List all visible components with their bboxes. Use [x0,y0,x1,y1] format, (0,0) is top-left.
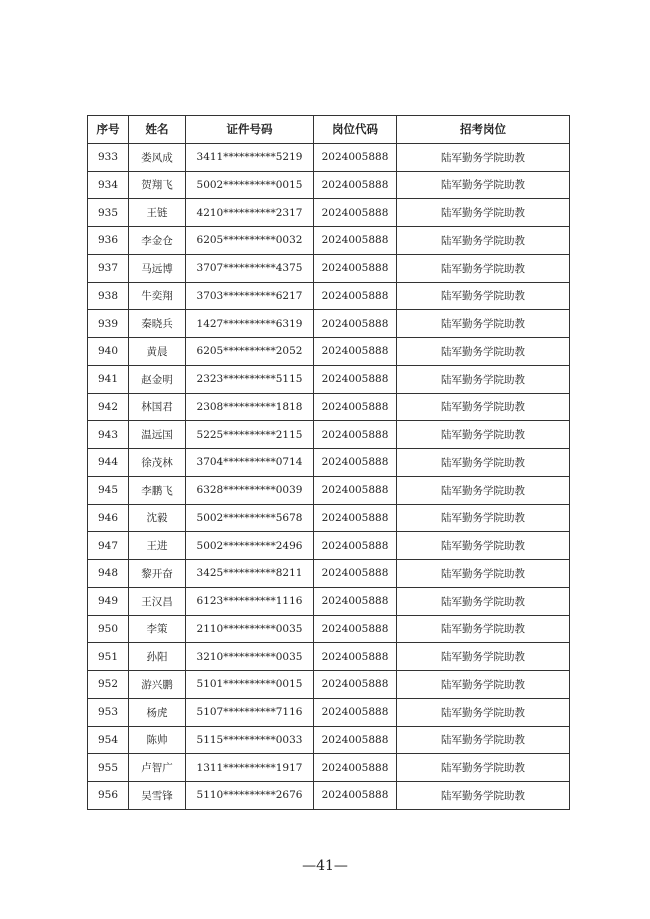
cell-post-code: 2024005888 [314,282,397,310]
page-number: —41— [302,858,348,874]
cell-post: 陆军勤务学院助教 [397,171,570,199]
cell-post: 陆军勤务学院助教 [397,393,570,421]
cell-post: 陆军勤务学院助教 [397,282,570,310]
cell-seq: 948 [88,560,129,588]
cell-post-code: 2024005888 [314,782,397,810]
header-seq: 序号 [88,116,129,144]
cell-seq: 952 [88,671,129,699]
cell-seq: 945 [88,476,129,504]
table-row [88,365,570,393]
cell-id-number: 3703**********6217 [186,282,314,310]
table-row [88,698,570,726]
table-row [88,504,570,532]
header-post: 招考岗位 [397,116,570,144]
cell-id-number: 6123**********1116 [186,587,314,615]
cell-id-number: 3704**********0714 [186,449,314,477]
cell-post-code: 2024005888 [314,615,397,643]
cell-seq: 939 [88,310,129,338]
cell-seq: 935 [88,199,129,227]
cell-id-number: 1427**********6319 [186,310,314,338]
table-row [88,254,570,282]
cell-seq: 953 [88,698,129,726]
cell-post: 陆军勤务学院助教 [397,199,570,227]
cell-name: 卢智广 [129,754,186,782]
cell-id-number: 5110**********2676 [186,782,314,810]
cell-post: 陆军勤务学院助教 [397,338,570,366]
cell-id-number: 5115**********0033 [186,726,314,754]
cell-seq: 933 [88,143,129,171]
cell-post: 陆军勤务学院助教 [397,587,570,615]
header-name: 姓名 [129,116,186,144]
header-id-number: 证件号码 [186,116,314,144]
cell-name: 孙阳 [129,643,186,671]
table-row [88,449,570,477]
cell-name: 秦晓兵 [129,310,186,338]
roster-table [87,115,570,810]
cell-name: 王汉昌 [129,587,186,615]
cell-name: 黎开奋 [129,560,186,588]
cell-post-code: 2024005888 [314,504,397,532]
cell-id-number: 5002**********0015 [186,171,314,199]
cell-seq: 934 [88,171,129,199]
table-row [88,310,570,338]
cell-seq: 950 [88,615,129,643]
cell-name: 贺翔飞 [129,171,186,199]
cell-seq: 936 [88,227,129,255]
cell-name: 牛奕翔 [129,282,186,310]
cell-name: 沈毅 [129,504,186,532]
cell-post-code: 2024005888 [314,338,397,366]
cell-seq: 942 [88,393,129,421]
cell-name: 娄风成 [129,143,186,171]
table-row [88,476,570,504]
cell-post-code: 2024005888 [314,143,397,171]
cell-seq: 943 [88,421,129,449]
table-row [88,671,570,699]
cell-post: 陆军勤务学院助教 [397,615,570,643]
table-row [88,199,570,227]
cell-id-number: 6328**********0039 [186,476,314,504]
table-row [88,421,570,449]
cell-post-code: 2024005888 [314,171,397,199]
cell-seq: 951 [88,643,129,671]
cell-seq: 937 [88,254,129,282]
cell-seq: 955 [88,754,129,782]
cell-post-code: 2024005888 [314,365,397,393]
cell-post-code: 2024005888 [314,754,397,782]
table-row [88,643,570,671]
cell-id-number: 5107**********7116 [186,698,314,726]
cell-post-code: 2024005888 [314,449,397,477]
header-post-code: 岗位代码 [314,116,397,144]
cell-id-number: 5002**********2496 [186,532,314,560]
cell-id-number: 3411**********5219 [186,143,314,171]
cell-post: 陆军勤务学院助教 [397,754,570,782]
cell-post: 陆军勤务学院助教 [397,143,570,171]
cell-post: 陆军勤务学院助教 [397,726,570,754]
cell-name: 王链 [129,199,186,227]
cell-id-number: 4210**********2317 [186,199,314,227]
cell-id-number: 5101**********0015 [186,671,314,699]
cell-post: 陆军勤务学院助教 [397,449,570,477]
cell-post-code: 2024005888 [314,532,397,560]
cell-post: 陆军勤务学院助教 [397,310,570,338]
cell-name: 吴雪锋 [129,782,186,810]
cell-post: 陆军勤务学院助教 [397,643,570,671]
cell-id-number: 2110**********0035 [186,615,314,643]
cell-name: 温远国 [129,421,186,449]
cell-seq: 954 [88,726,129,754]
table-row [88,532,570,560]
cell-seq: 938 [88,282,129,310]
cell-name: 林国君 [129,393,186,421]
cell-seq: 944 [88,449,129,477]
cell-name: 赵金明 [129,365,186,393]
cell-post-code: 2024005888 [314,476,397,504]
table-row [88,560,570,588]
cell-post-code: 2024005888 [314,671,397,699]
table-row [88,393,570,421]
cell-id-number: 6205**********0032 [186,227,314,255]
cell-name: 陈帅 [129,726,186,754]
table-row [88,754,570,782]
cell-id-number: 3425**********8211 [186,560,314,588]
cell-post-code: 2024005888 [314,698,397,726]
table-row [88,171,570,199]
cell-id-number: 5002**********5678 [186,504,314,532]
cell-seq: 946 [88,504,129,532]
cell-post: 陆军勤务学院助教 [397,476,570,504]
cell-post: 陆军勤务学院助教 [397,782,570,810]
cell-id-number: 3707**********4375 [186,254,314,282]
cell-post: 陆军勤务学院助教 [397,560,570,588]
cell-id-number: 2323**********5115 [186,365,314,393]
table-row [88,338,570,366]
table-row [88,782,570,810]
cell-id-number: 6205**********2052 [186,338,314,366]
cell-seq: 947 [88,532,129,560]
table-body [88,143,570,809]
cell-id-number: 1311**********1917 [186,754,314,782]
cell-name: 李策 [129,615,186,643]
table-row [88,615,570,643]
table-header-row [88,116,570,144]
cell-post: 陆军勤务学院助教 [397,254,570,282]
cell-post-code: 2024005888 [314,199,397,227]
cell-id-number: 5225**********2115 [186,421,314,449]
table-row [88,726,570,754]
table-row [88,143,570,171]
cell-seq: 941 [88,365,129,393]
cell-name: 王进 [129,532,186,560]
cell-seq: 956 [88,782,129,810]
cell-post: 陆军勤务学院助教 [397,671,570,699]
cell-post: 陆军勤务学院助教 [397,227,570,255]
table-row [88,587,570,615]
cell-seq: 949 [88,587,129,615]
cell-post-code: 2024005888 [314,421,397,449]
table-row [88,227,570,255]
cell-name: 徐茂林 [129,449,186,477]
cell-post-code: 2024005888 [314,560,397,588]
cell-post-code: 2024005888 [314,310,397,338]
cell-post: 陆军勤务学院助教 [397,365,570,393]
cell-name: 游兴鹏 [129,671,186,699]
cell-post: 陆军勤务学院助教 [397,504,570,532]
cell-post: 陆军勤务学院助教 [397,421,570,449]
cell-name: 李金仓 [129,227,186,255]
cell-post: 陆军勤务学院助教 [397,532,570,560]
cell-name: 杨虎 [129,698,186,726]
cell-id-number: 3210**********0035 [186,643,314,671]
cell-id-number: 2308**********1818 [186,393,314,421]
cell-post-code: 2024005888 [314,643,397,671]
cell-name: 黄晨 [129,338,186,366]
cell-post-code: 2024005888 [314,254,397,282]
cell-post-code: 2024005888 [314,726,397,754]
cell-post-code: 2024005888 [314,393,397,421]
cell-seq: 940 [88,338,129,366]
cell-name: 马远博 [129,254,186,282]
cell-post: 陆军勤务学院助教 [397,698,570,726]
cell-post-code: 2024005888 [314,587,397,615]
cell-name: 李鹏飞 [129,476,186,504]
cell-post-code: 2024005888 [314,227,397,255]
table-row [88,282,570,310]
